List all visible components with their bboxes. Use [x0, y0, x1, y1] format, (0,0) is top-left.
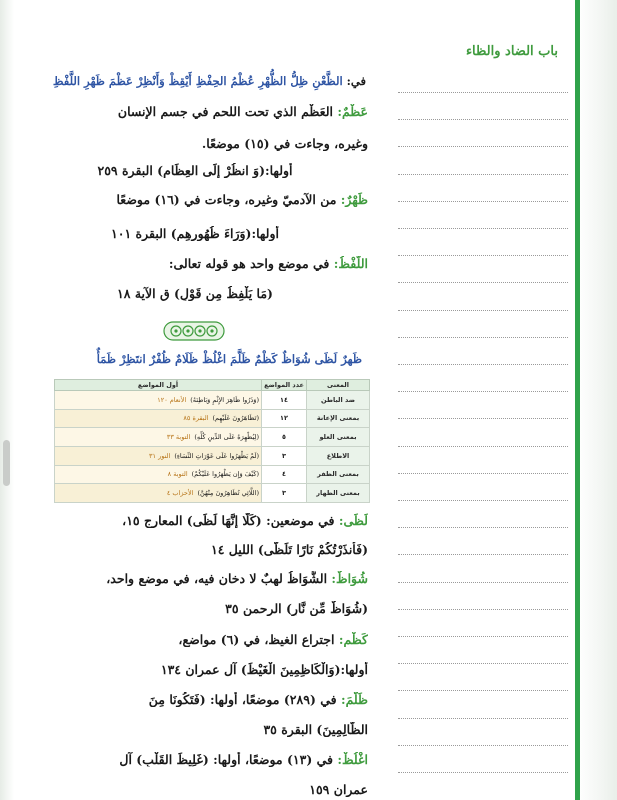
- text-line: [14, 192, 368, 207]
- notes-line: [398, 146, 568, 147]
- text-line: [14, 513, 368, 528]
- entry-text: أولها:(وَالْكَاظِمِينَ الْغَيْظَ) آل عمران ١٣٤: [160, 662, 368, 677]
- text-line: [14, 632, 368, 647]
- word-list-line: ظَهرٌ لَظَى شُوَاظٌ كَظْمٌ ظَلَّمَ اغْلُظْ ظَلَامٌ ظُفْرٌ انتَظِرْ ظَمَأٌ: [96, 352, 362, 366]
- notes-line: [398, 718, 568, 719]
- cell-meaning: ضد الباطن: [307, 391, 370, 410]
- text-line: [14, 722, 368, 737]
- cell-verse: (كَيْفَ وَإِن يَظْهَرُوا عَلَيْكُمْ): [191, 470, 259, 479]
- entry-text: عمران ١٥٩: [309, 782, 368, 797]
- cell-reference: التوبة ٨: [167, 470, 188, 479]
- entry-text: أولها:(وَرَاءَ ظُهُورِهِم) البقرة ١٠١: [111, 226, 279, 241]
- cell-count: ٣: [262, 446, 307, 465]
- table-row: [55, 484, 370, 503]
- entry-headword: شُوَاظٌ:: [331, 571, 368, 586]
- entry-text: اجتراع الغيظ، في (٦) مواضع،: [178, 632, 335, 647]
- entry-text: من الآدميّ وغيره، وجاءت في (١٦) موضعًا: [116, 192, 337, 207]
- table-row: [55, 428, 370, 447]
- cell-first-occurrence: [55, 446, 262, 465]
- entry-headword: كَظْم:: [338, 632, 368, 647]
- cell-meaning: بمعنى الظهار: [307, 484, 370, 503]
- notes-line: [398, 473, 568, 474]
- cell-count: ١٢: [262, 409, 307, 428]
- cell-reference: الأنعام ١٢٠: [157, 395, 187, 404]
- notes-line: [398, 337, 568, 338]
- notes-line: [398, 255, 568, 256]
- notes-line: [398, 609, 568, 610]
- cell-reference: البقرة ٨٥: [183, 414, 209, 423]
- cell-first-occurrence: [55, 465, 262, 484]
- text-line: [14, 163, 376, 178]
- text-line: [14, 104, 368, 119]
- entry-text: (شُوَاظٌ مِّن نَّارٍ) الرحمن ٣٥: [225, 601, 368, 616]
- notes-line: [398, 745, 568, 746]
- verse-words-line: [53, 74, 366, 88]
- ornament-divider-icon: [162, 318, 226, 344]
- book-page: [14, 0, 577, 800]
- notes-line: [398, 772, 568, 773]
- text-line: [14, 571, 368, 586]
- notes-line: [398, 364, 568, 365]
- table-row: [55, 446, 370, 465]
- cell-first-occurrence: [55, 391, 262, 410]
- entry-text: في موضع واحد هو قوله تعالى:: [168, 256, 330, 271]
- text-line: [14, 692, 368, 707]
- notes-column: [378, 0, 578, 800]
- notes-line: [398, 310, 568, 311]
- header-meaning: المعنى: [307, 380, 370, 391]
- entry-text: في (١٣) موضعًا، أولها: (غَلِيظَ القَلْبِ) آل: [119, 752, 333, 767]
- notes-line: [398, 201, 568, 202]
- page-right-margin: [577, 0, 617, 800]
- cell-meaning: بمعنى الظفر: [307, 465, 370, 484]
- cell-meaning: الاطلاع: [307, 446, 370, 465]
- text-line: [14, 782, 368, 797]
- notes-line: [398, 119, 568, 120]
- text-line: [14, 286, 376, 301]
- text-line: [14, 256, 368, 271]
- scroll-handle[interactable]: [3, 440, 10, 486]
- entry-text: وغيره، وجاءت في (١٥) موضعًا.: [201, 136, 368, 151]
- header-first: أول المواضع: [55, 380, 262, 391]
- verse-words-label: في:: [346, 74, 366, 88]
- table-row: [55, 465, 370, 484]
- text-line: [14, 601, 368, 616]
- cell-count: ٣: [262, 484, 307, 503]
- notes-line: [398, 282, 568, 283]
- cell-meaning: بمعنى الإعانة: [307, 409, 370, 428]
- cell-verse: (لَمْ يَظْهَرُوا عَلَى عَوْرَاتِ النِّسَاءِ): [174, 451, 259, 460]
- table-row: [55, 409, 370, 428]
- notes-line: [398, 174, 568, 175]
- notes-line: [398, 663, 568, 664]
- cell-reference: النور ٣١: [149, 451, 171, 460]
- meanings-table: [54, 379, 370, 503]
- entry-headword: ظَهْرٌ:: [340, 192, 368, 207]
- notes-line: [398, 446, 568, 447]
- notes-line: [398, 92, 568, 93]
- green-vertical-rule: [575, 0, 580, 800]
- cell-count: ١٤: [262, 391, 307, 410]
- text-line: [14, 662, 368, 677]
- cell-first-occurrence: [55, 484, 262, 503]
- notes-line: [398, 500, 568, 501]
- page-left-shadow: [0, 0, 14, 800]
- text-line: [14, 752, 368, 767]
- cell-count: ٥: [262, 428, 307, 447]
- cell-verse: (لِيُظْهِرَهُ عَلَى الدِّينِ كُلِّهِ): [194, 433, 259, 442]
- entry-text: العَظْم الذي تحت اللحم في جسم الإنسان: [117, 104, 333, 119]
- notes-line: [398, 391, 568, 392]
- notes-line: [398, 228, 568, 229]
- notes-line: [398, 554, 568, 555]
- main-text-column: [14, 0, 376, 800]
- verse-words-text: الظَّعْنِ ظِلُّ الظُّهْرِ عُظْمُ الحِفْظِ أَيْقِظْ وَأَنْظِرْ عَظْمَ ظَهْرِ اللَّفْظِ: [52, 74, 343, 88]
- notes-line: [398, 636, 568, 637]
- entry-text: في (٢٨٩) موضعًا، أولها: (فَتَكُونَا مِنَ: [148, 692, 337, 707]
- cell-count: ٤: [262, 465, 307, 484]
- table-header-row: [55, 380, 370, 391]
- cell-verse: (اللَّائِي تُظَاهِرُونَ مِنْهُنَّ): [197, 489, 259, 498]
- cell-reference: التوبة ٣٣: [166, 433, 191, 442]
- chapter-title: باب الضاد والظاء: [465, 44, 558, 59]
- entry-text: (فَأَنذَرْتُكُمْ نَارًا تَلَظَّى) الليل ١٤: [211, 542, 368, 557]
- text-line: [14, 226, 376, 241]
- entry-headword: عَظْمٌ:: [337, 104, 368, 119]
- header-count: عدد المواضع: [262, 380, 307, 391]
- entry-headword: لَظَى:: [338, 513, 368, 528]
- table-row: [55, 391, 370, 410]
- entry-text: في موضعين: (كَلَّا إِنَّهَا لَظَى) المعارج ١٥،: [122, 513, 335, 528]
- text-line: [14, 136, 368, 151]
- cell-meaning: بمعنى العلو: [307, 428, 370, 447]
- cell-first-occurrence: [55, 409, 262, 428]
- notes-line: [398, 582, 568, 583]
- notes-line: [398, 527, 568, 528]
- cell-first-occurrence: [55, 428, 262, 447]
- notes-line: [398, 690, 568, 691]
- entry-headword: اغْلُظْ:: [337, 752, 368, 767]
- notes-line: [398, 418, 568, 419]
- cell-reference: الأحزاب ٤: [166, 489, 194, 498]
- entry-headword: اللَّفْظُ:: [333, 256, 368, 271]
- cell-verse: (وَذَرُوا ظَاهِرَ الإِثْمِ وَبَاطِنَهُ): [190, 395, 259, 404]
- entry-text: (مَا يَلْفِظُ مِن قَوْلٍ) ق الآية ١٨: [117, 286, 273, 301]
- entry-text: الشُّوَاظُ لهبٌ لا دخان فيه، في موضع واحد،: [106, 571, 328, 586]
- entry-headword: ظَلَّمَ:: [340, 692, 368, 707]
- entry-text: الظَّالِمِينَ) البقرة ٣٥: [263, 722, 368, 737]
- text-line: [14, 542, 368, 557]
- cell-verse: (تَظَاهَرُونَ عَلَيْهِم): [212, 414, 259, 423]
- entry-text: أولها:(وَ انظُرْ إِلَى العِظَامِ) البقرة ٢٥٩: [97, 163, 293, 178]
